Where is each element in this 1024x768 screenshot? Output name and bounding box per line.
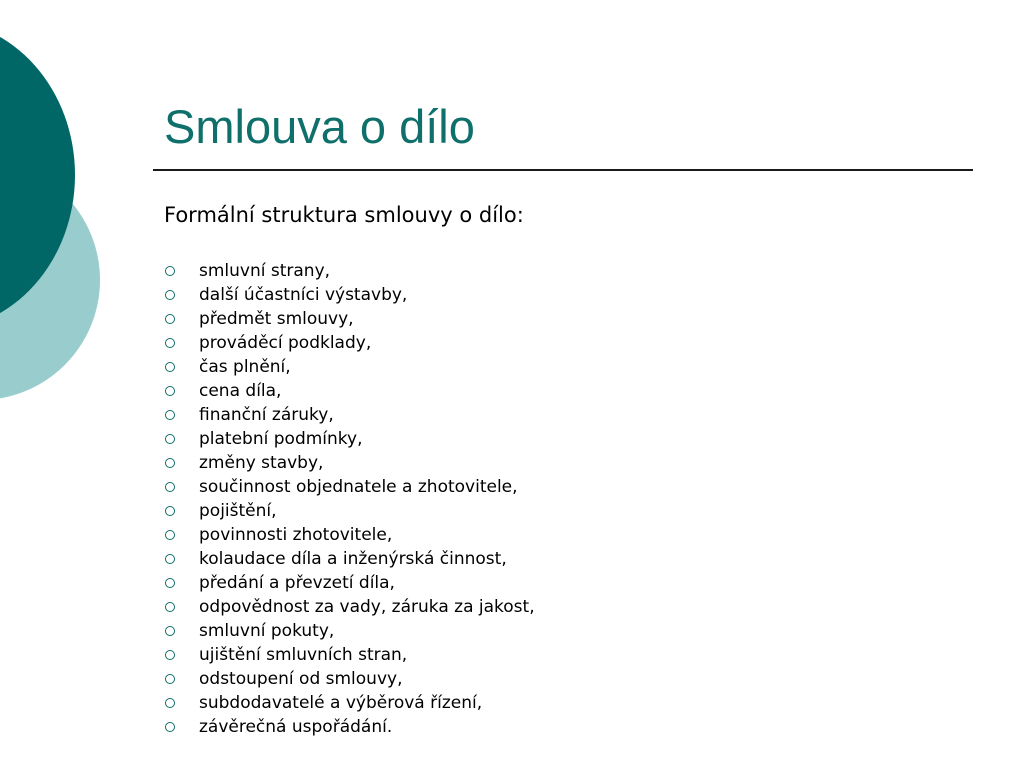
list-item	[164, 595, 535, 619]
list-item	[164, 619, 535, 643]
list-item-label: smluvní pokuty,	[199, 621, 335, 641]
list-item	[164, 427, 535, 451]
list-item-label: odpovědnost za vady, záruka za jakost,	[199, 597, 535, 617]
list-item	[164, 283, 535, 307]
circle-bullet-icon	[165, 434, 175, 444]
list-item	[164, 691, 535, 715]
list-item-label: čas plnění,	[199, 357, 291, 377]
list-item-label: kolaudace díla a inženýrská činnost,	[199, 549, 507, 569]
list-item	[164, 403, 535, 427]
circle-bullet-icon	[165, 338, 175, 348]
list-item-label: další účastníci výstavby,	[199, 285, 408, 305]
list-item-label: cena díla,	[199, 381, 282, 401]
list-item-label: závěrečná uspořádání.	[199, 717, 393, 737]
circle-bullet-icon	[165, 722, 175, 732]
list-item	[164, 571, 535, 595]
list-item-label: smluvní strany,	[199, 261, 331, 281]
list-item	[164, 523, 535, 547]
list-item	[164, 499, 535, 523]
circle-bullet-icon	[165, 458, 175, 468]
circle-bullet-icon	[165, 674, 175, 684]
circle-bullet-icon	[165, 362, 175, 372]
list-item-label: platební podmínky,	[199, 429, 363, 449]
circle-bullet-icon	[165, 506, 175, 516]
list-item	[164, 643, 535, 667]
circle-bullet-icon	[165, 410, 175, 420]
circle-bullet-icon	[165, 290, 175, 300]
list-item-label: předání a převzetí díla,	[199, 573, 395, 593]
list-item-label: prováděcí podklady,	[199, 333, 372, 353]
list-item	[164, 451, 535, 475]
list-item-label: ujištění smluvních stran,	[199, 645, 408, 665]
list-item-label: změny stavby,	[199, 453, 324, 473]
list-item	[164, 379, 535, 403]
circle-bullet-icon	[165, 578, 175, 588]
slide-title: Smlouva o dílo	[164, 100, 475, 153]
circle-bullet-icon	[165, 698, 175, 708]
list-item	[164, 667, 535, 691]
slide-subtitle: Formální struktura smlouvy o dílo:	[164, 203, 524, 227]
circle-bullet-icon	[165, 314, 175, 324]
list-item	[164, 547, 535, 571]
list-item	[164, 307, 535, 331]
circle-bullet-icon	[165, 602, 175, 612]
circle-bullet-icon	[165, 626, 175, 636]
list-item-label: odstoupení od smlouvy,	[199, 669, 403, 689]
list-item-label: finanční záruky,	[199, 405, 334, 425]
bullet-list	[164, 259, 535, 739]
circle-bullet-icon	[165, 650, 175, 660]
list-item	[164, 475, 535, 499]
list-item	[164, 259, 535, 283]
list-item	[164, 715, 535, 739]
circle-bullet-icon	[165, 530, 175, 540]
list-item-label: subdodavatelé a výběrová řízení,	[199, 693, 483, 713]
list-item	[164, 355, 535, 379]
circle-bullet-icon	[165, 386, 175, 396]
list-item-label: součinnost objednatele a zhotovitele,	[199, 477, 518, 497]
list-item-label: pojištění,	[199, 501, 277, 521]
title-divider	[153, 169, 973, 171]
circle-bullet-icon	[165, 554, 175, 564]
circle-bullet-icon	[165, 482, 175, 492]
circle-bullet-icon	[165, 266, 175, 276]
list-item-label: povinnosti zhotovitele,	[199, 525, 393, 545]
list-item-label: předmět smlouvy,	[199, 309, 354, 329]
list-item	[164, 331, 535, 355]
